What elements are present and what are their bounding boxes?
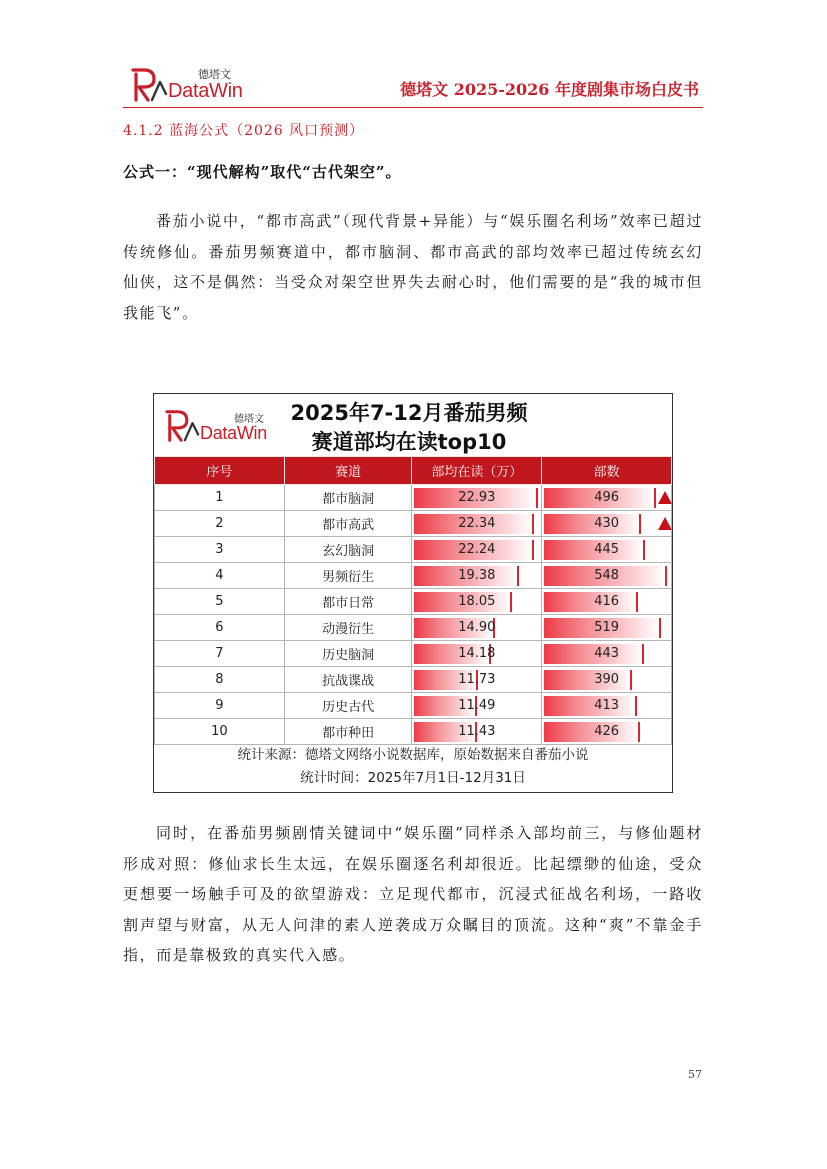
avg-readers-cell [412, 693, 542, 719]
table-row [155, 511, 672, 537]
table-logo [164, 406, 274, 446]
rank-cell: 1 [155, 485, 285, 511]
header-avg-readers: 部均在读（万） [412, 457, 542, 485]
paragraph-2-text: 同时，在番茄男频剧情关键词中“娱乐圈”同样杀入部均前三，与修仙题材形成对照：修仙求长生太远，在娱乐圈逐名利却很近。比起缥缈的仙途，受众更想要一场触手可及的欲望游戏：立足现代都市，沉浸式征战名利场，一路收割声望与财富，从无人问津的素人逆袭成万众瞩目的顶流。这种“爽”不靠金手指，而是靠极致的真实代入感。 [123, 824, 703, 964]
count-cell [542, 511, 672, 537]
track-cell: 历史脑洞 [284, 641, 412, 667]
avg-readers-cell [412, 719, 542, 745]
table-logo-en: DataWin [200, 423, 267, 443]
datawin-logo [130, 66, 243, 104]
count-bar [544, 696, 637, 716]
table-title-line1: 2025年7-12月番茄男频 [290, 401, 528, 425]
count-bar [544, 670, 632, 690]
count-value: 519 [594, 620, 620, 635]
count-value: 426 [594, 724, 620, 739]
count-value: 390 [594, 672, 620, 687]
avg-readers-cell [412, 615, 542, 641]
table-row [155, 693, 672, 719]
formula-heading: 公式一：“现代解构”取代“古代架空”。 [123, 163, 402, 181]
count-value: 430 [594, 516, 620, 531]
table-row [155, 667, 672, 693]
table-row [155, 537, 672, 563]
avg-readers-cell [412, 589, 542, 615]
document-title: 德塔文 2025-2026 年度剧集市场白皮书 [400, 80, 699, 99]
datawin-mark-icon [164, 408, 202, 444]
up-triangle-icon [658, 491, 672, 504]
track-cell: 都市脑洞 [284, 485, 412, 511]
table-logo-cn: 德塔文 [234, 414, 264, 425]
count-cell [542, 563, 672, 589]
ranking-table-card [153, 393, 673, 793]
track-cell: 都市日常 [284, 589, 412, 615]
header-count: 部数 [542, 457, 672, 485]
header-track: 赛道 [284, 457, 412, 485]
track-cell: 抗战谍战 [284, 667, 412, 693]
header-divider [123, 107, 703, 108]
avg-readers-value: 19.38 [458, 568, 496, 583]
table-row [155, 563, 672, 589]
rank-cell: 9 [155, 693, 285, 719]
logo-en-text: DataWin [168, 80, 243, 102]
avg-readers-value: 14.90 [458, 620, 496, 635]
table-row [155, 615, 672, 641]
count-cell [542, 537, 672, 563]
table-header-row [155, 457, 672, 485]
table-row [155, 485, 672, 511]
logo-cn-text: 德塔文 [198, 68, 231, 81]
count-bar [544, 722, 640, 742]
up-triangle-icon [658, 517, 672, 530]
count-value: 443 [594, 646, 620, 661]
track-cell: 都市高武 [284, 511, 412, 537]
table-title-block [154, 394, 672, 456]
count-cell [542, 641, 672, 667]
count-cell [542, 589, 672, 615]
datawin-mark-icon [130, 66, 170, 104]
paragraph-2 [123, 818, 703, 971]
track-cell: 动漫衍生 [284, 615, 412, 641]
track-cell: 玄幻脑洞 [284, 537, 412, 563]
avg-readers-value: 22.93 [458, 490, 496, 505]
rank-cell: 5 [155, 589, 285, 615]
avg-readers-value: 11.49 [458, 698, 496, 713]
count-value: 416 [594, 594, 620, 609]
source-line: 统计来源：德塔文网络小说数据库，原始数据来自番茄小说 [237, 747, 589, 763]
table-row [155, 641, 672, 667]
paragraph-1 [123, 206, 703, 328]
count-cell [542, 615, 672, 641]
period-line: 统计时间：2025年7月1日-12月31日 [300, 770, 526, 786]
count-bar [544, 592, 638, 612]
count-value: 445 [594, 542, 620, 557]
table-source [154, 744, 672, 790]
avg-readers-value: 22.24 [458, 542, 496, 557]
count-value: 548 [594, 568, 620, 583]
page-number: 57 [688, 1068, 702, 1081]
count-cell [542, 667, 672, 693]
avg-readers-cell [412, 511, 542, 537]
count-cell [542, 719, 672, 745]
table-row [155, 719, 672, 745]
paragraph-1-text: 番茄小说中，“都市高武”（现代背景+异能）与“娱乐圈名利场”效率已超过传统修仙。番茄男频赛道中，都市脑洞、都市高武的部均效率已超过传统玄幻仙侠，这不是偶然：当受众对架空世界失去耐心时，他们需要的是“我的城市但我能飞”。 [123, 212, 703, 322]
avg-readers-value: 11.73 [458, 672, 496, 687]
count-bar [544, 514, 641, 534]
header-rank: 序号 [155, 457, 285, 485]
count-cell [542, 693, 672, 719]
avg-readers-cell [412, 485, 542, 511]
rank-cell: 6 [155, 615, 285, 641]
rank-cell: 4 [155, 563, 285, 589]
avg-readers-cell [412, 563, 542, 589]
section-heading: 4.1.2 蓝海公式（2026 风口预测） [123, 123, 365, 139]
track-cell: 男频衍生 [284, 563, 412, 589]
table-title-line2: 赛道部均在读top10 [311, 430, 507, 454]
avg-readers-cell [412, 641, 542, 667]
avg-readers-value: 11.43 [458, 724, 496, 739]
count-value: 496 [594, 490, 620, 505]
track-cell: 都市种田 [284, 719, 412, 745]
rank-cell: 10 [155, 719, 285, 745]
table-row [155, 589, 672, 615]
avg-readers-value: 18.05 [458, 594, 496, 609]
avg-readers-cell [412, 537, 542, 563]
rank-cell: 7 [155, 641, 285, 667]
rank-cell: 2 [155, 511, 285, 537]
rank-cell: 3 [155, 537, 285, 563]
avg-readers-value: 14.18 [458, 646, 496, 661]
rank-cell: 8 [155, 667, 285, 693]
count-cell [542, 485, 672, 511]
count-value: 413 [594, 698, 620, 713]
avg-readers-cell [412, 667, 542, 693]
avg-readers-value: 22.34 [458, 516, 496, 531]
ranking-table [154, 456, 672, 745]
track-cell: 历史古代 [284, 693, 412, 719]
